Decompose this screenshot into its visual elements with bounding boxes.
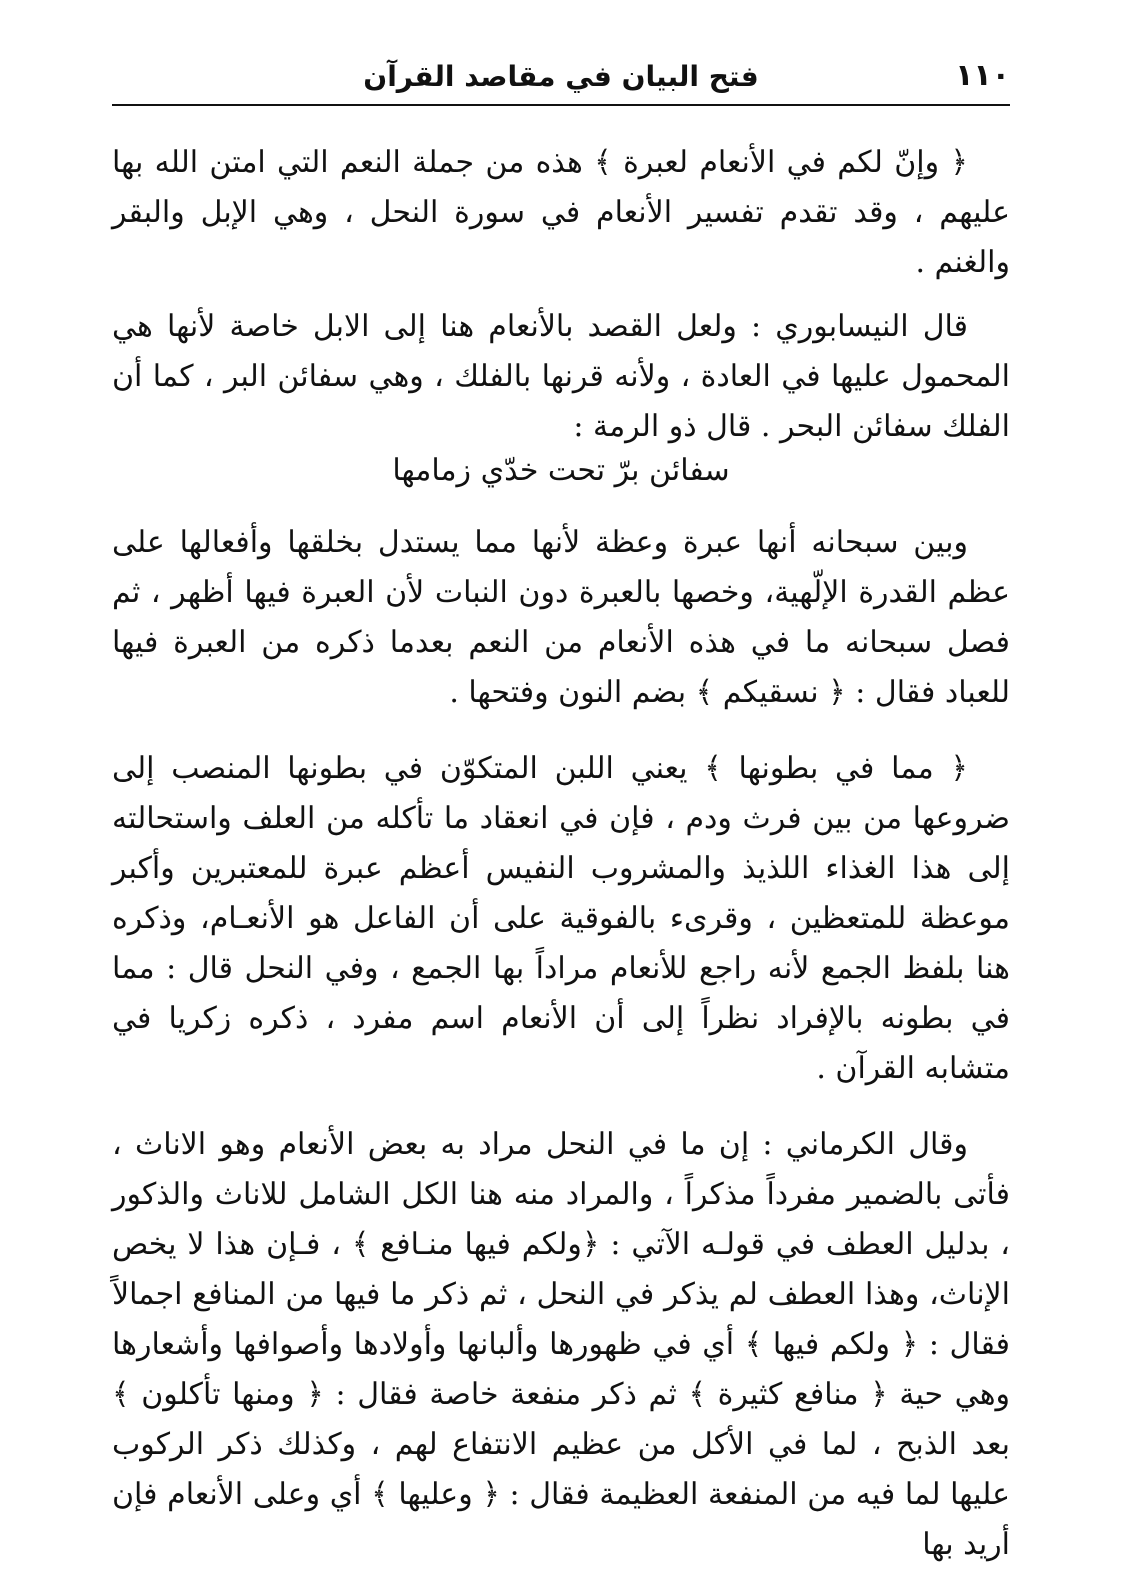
page-body bbox=[112, 138, 1010, 1584]
paragraph-2: قال النيسابوري : ولعل القصد بالأنعام هنا إلى الابل خاصة لأنها هي المحمول عليها في العادة ، ولأنه قرنها بالفلك ، وهي سفائن البر ، كما أن الفلك سفائن البحر . قال ذو الرمة : bbox=[112, 309, 1010, 444]
page-number: ١١٠ bbox=[955, 58, 1010, 93]
paragraph-5: وقال الكرماني : إن ما في النحل مراد به بعض الأنعام وهو الاناث ، فأتى بالضمير مفرداً مذكراً ، والمراد منه هنا الكل الشامل للاناث والذكور ، بدليل العطف في قولـه الآتي : ﴿ولكم فيها منـافع ﴾ ، فـإن هذا لا يخص الإناث، وهذا العطف لم يذكر في النحل ، ثم ذكر ما فيها من المنافع اجمالاً فقال : ﴿ ولكم فيها ﴾ أي في ظهورها وألبانها وأولادها وأصوافها وأشعارها وهي حية ﴿ منافع كثيرة ﴾ ثم ذكر منفعة خاصة فقال : ﴿ ومنها تأكلون ﴾ بعد الذبح ، لما في الأكل من عظيم الانتفاع لهم ، وكذلك ذكر الركوب عليها لما فيه من المنفعة العظيمة فقال : ﴿ وعليها ﴾ أي وعلى الأنعام فإن أريد بها bbox=[112, 1127, 1010, 1562]
page-header bbox=[112, 52, 1010, 104]
paragraph-1: ﴿ وإنّ لكم في الأنعام لعبرة ﴾ هذه من جملة النعم التي امتن الله بها عليهم ، وقد تقدم تفسير الأنعام في سورة النحل ، وهي الإبل والبقر والغنم . bbox=[112, 145, 1010, 280]
running-title: فتح البيان في مقاصد القرآن bbox=[363, 60, 759, 93]
poetry-verse: سفائن برّ تحت خدّي زمامها bbox=[392, 453, 730, 488]
header-divider bbox=[112, 104, 1010, 106]
paragraph-4: ﴿ مما في بطونها ﴾ يعني اللبن المتكوّن في بطونها المنصب إلى ضروعها من بين فرث ودم ، فإن في انعقاد ما تأكله من العلف واستحالته إلى هذا الغذاء اللذيذ والمشروب النفيس أعظم عبرة للمعتبرين وأكبر موعظة للمتعظين ، وقرىء بالفوقية على أن الفاعل هو الأنعـام، وذكره هنا بلفظ الجمع لأنه راجع للأنعام مراداً بها الجمع ، وفي النحل قال : مما في بطونه بالإفراد نظراً إلى أن الأنعام اسم مفرد ، ذكره زكريا في متشابه القرآن . bbox=[112, 751, 1011, 1086]
paragraph-3: وبين سبحانه أنها عبرة وعظة لأنها مما يستدل بخلقها وأفعالها على عظم القدرة الإلّهية، وخصها بالعبرة دون النبات لأن العبرة فيها أظهر ، ثم فصل سبحانه ما في هذه الأنعام من النعم بعدما ذكره من العبرة فيها للعباد فقال : ﴿ نسقيكم ﴾ بضم النون وفتحها . bbox=[112, 525, 1010, 710]
